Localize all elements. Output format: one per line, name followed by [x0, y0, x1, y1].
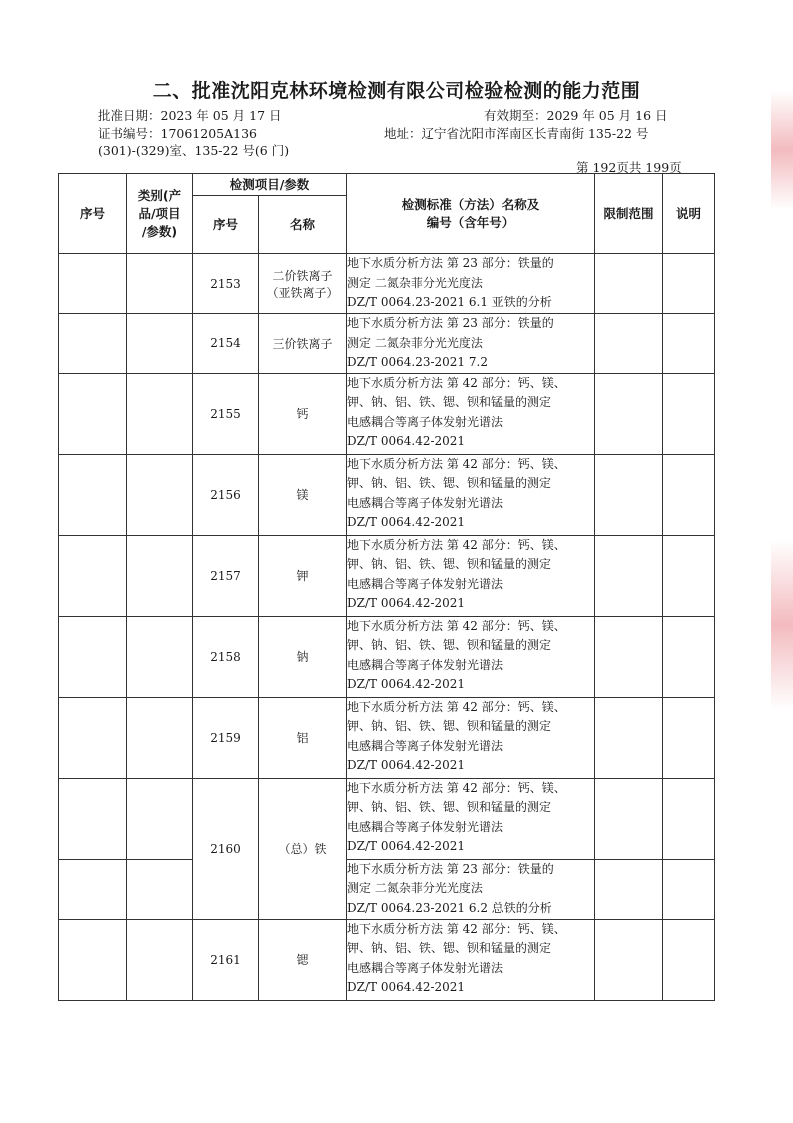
item-number: 2155	[193, 373, 259, 454]
standard-text: 地下水质分析方法 第 42 部分：钙、镁、 钾、钠、铝、铁、锶、钡和锰量的测定 电感耦合等离子体发射光谱法 DZ/T 0064.42-2021	[347, 919, 595, 1000]
table-row	[59, 373, 715, 454]
address: 地址：辽宁省沈阳市浑南区长青南街 135-22 号	[384, 126, 649, 141]
item-number: 2154	[193, 314, 259, 374]
item-name: 铝	[259, 697, 347, 778]
standard-text: 地下水质分析方法 第 42 部分：钙、镁、 钾、钠、铝、铁、锶、钡和锰量的测定 电感耦合等离子体发射光谱法 DZ/T 0064.42-2021	[347, 697, 595, 778]
item-name: 三价铁离子	[259, 314, 347, 374]
page-number: 第 192页共 199页	[576, 160, 682, 175]
item-number: 2157	[193, 535, 259, 616]
header-item-name: 名称	[259, 196, 347, 254]
table-row	[59, 859, 715, 919]
table-row	[59, 616, 715, 697]
table-row	[59, 535, 715, 616]
item-name: 钠	[259, 616, 347, 697]
item-number: 2158	[193, 616, 259, 697]
table-row	[59, 454, 715, 535]
item-number: 2153	[193, 254, 259, 314]
page-title: 二、批准沈阳克林环境检测有限公司检验检测的能力范围	[152, 80, 641, 102]
item-name: （总）铁	[259, 778, 347, 919]
item-number: 2160	[193, 778, 259, 919]
header-category: 类别(产 品/项目 /参数)	[127, 174, 193, 254]
side-stamp-mark	[771, 90, 793, 210]
table-row	[59, 254, 715, 314]
item-name: 锶	[259, 919, 347, 1000]
item-name: 二价铁离子 （亚铁离子）	[259, 254, 347, 314]
item-number: 2159	[193, 697, 259, 778]
standard-text: 地下水质分析方法 第 42 部分：钙、镁、 钾、钠、铝、铁、锶、钡和锰量的测定 电感耦合等离子体发射光谱法 DZ/T 0064.42-2021	[347, 373, 595, 454]
side-stamp-mark	[771, 540, 793, 710]
header-item-group: 检测项目/参数	[193, 174, 347, 196]
item-name: 镁	[259, 454, 347, 535]
standard-text: 地下水质分析方法 第 23 部分：铁量的 测定 二氮杂菲分光光度法 DZ/T 0064.23-2021 6.1 亚铁的分析	[347, 254, 595, 314]
address-continued: (301)-(329)室、135-22 号(6 门)	[98, 143, 290, 158]
certificate-number: 证书编号：17061205A136	[98, 126, 258, 141]
standard-text: 地下水质分析方法 第 42 部分：钙、镁、 钾、钠、铝、铁、锶、钡和锰量的测定 电感耦合等离子体发射光谱法 DZ/T 0064.42-2021	[347, 778, 595, 859]
table-row	[59, 919, 715, 1000]
item-name: 钾	[259, 535, 347, 616]
standard-text: 地下水质分析方法 第 42 部分：钙、镁、 钾、钠、铝、铁、锶、钡和锰量的测定 电感耦合等离子体发射光谱法 DZ/T 0064.42-2021	[347, 454, 595, 535]
table-row	[59, 697, 715, 778]
table-row	[59, 314, 715, 374]
item-number: 2161	[193, 919, 259, 1000]
header-seq: 序号	[59, 174, 127, 254]
standard-text: 地下水质分析方法 第 42 部分：钙、镁、 钾、钠、铝、铁、锶、钡和锰量的测定 电感耦合等离子体发射光谱法 DZ/T 0064.42-2021	[347, 616, 595, 697]
item-name: 钙	[259, 373, 347, 454]
valid-until: 有效期至：2029 年 05 月 16 日	[484, 108, 668, 123]
header-item-seq: 序号	[193, 196, 259, 254]
standard-text: 地下水质分析方法 第 42 部分：钙、镁、 钾、钠、铝、铁、锶、钡和锰量的测定 电感耦合等离子体发射光谱法 DZ/T 0064.42-2021	[347, 535, 595, 616]
item-number: 2156	[193, 454, 259, 535]
header-standard: 检测标准（方法）名称及 编号（含年号）	[347, 174, 595, 254]
table-row	[59, 778, 715, 859]
capability-table	[58, 173, 715, 1001]
standard-text: 地下水质分析方法 第 23 部分：铁量的 测定 二氮杂菲分光光度法 DZ/T 0064.23-2021 6.2 总铁的分析	[347, 859, 595, 919]
header-note: 说明	[663, 174, 715, 254]
header-limit: 限制范围	[595, 174, 663, 254]
standard-text: 地下水质分析方法 第 23 部分：铁量的 测定 二氮杂菲分光光度法 DZ/T 0064.23-2021 7.2	[347, 314, 595, 374]
approval-date: 批准日期：2023 年 05 月 17 日	[98, 108, 282, 123]
